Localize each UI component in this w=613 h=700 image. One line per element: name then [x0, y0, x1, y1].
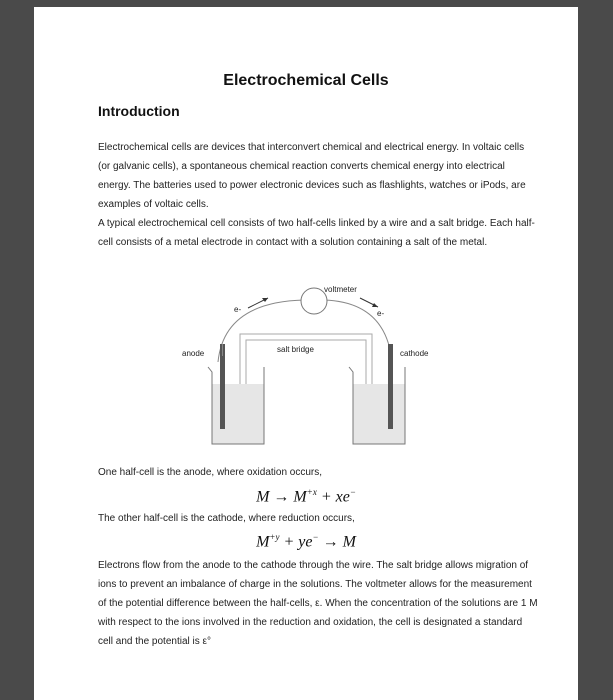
eq1-electrons: + xe: [316, 488, 350, 506]
salt-bridge-label: salt bridge: [277, 345, 314, 354]
closing-paragraph: Electrons flow from the anode to the cathode through the wire. The salt bridge allows migration of ions to prevent an imbalance of charge in the solutions. The voltmeter allows for the measurement of the potential difference between the half-cells, ε. When the concentration of the solutions are 1 M with respect to the ions involved in the reduction and oxidation, the cell is designated a standard cell and the potential is ε°: [98, 560, 538, 647]
voltmeter-label: voltmeter: [324, 285, 357, 294]
cathode-solution: [354, 384, 405, 444]
document-page: [34, 7, 578, 700]
intro-text-1: Electrochemical cells are devices that interconvert chemical and electrical energy. In voltaic cells (or galvanic cells), a spontaneous chemical reaction converts chemical energy into electrical energy. The batteries used to power electronic devices such as flashlights, watches or iPods, are examples of voltaic cells.: [98, 142, 526, 210]
oxidation-equation: [34, 487, 578, 506]
eq1-charge: +x: [306, 487, 317, 497]
section-heading-introduction: Introduction: [98, 103, 180, 119]
eq2-lhs: M: [256, 533, 270, 551]
eq2-rhs: → M: [318, 533, 356, 551]
intro-text-2: A typical electrochemical cell consists of two half-cells linked by a wire and a salt bridge. Each half-cell consists of a metal electrode in contact with a solution containing a salt of the metal.: [98, 218, 535, 248]
intro-paragraph: [98, 138, 538, 252]
electron-label-left: e-: [234, 305, 242, 314]
cathode-paragraph: The other half-cell is the cathode, where reduction occurs,: [98, 513, 355, 524]
eq1-lhs: M → M: [256, 488, 307, 506]
eq2-electron-charge: −: [312, 532, 319, 542]
cathode-label: cathode: [400, 349, 429, 358]
cathode-electrode: [388, 344, 393, 429]
eq2-electrons: + ye: [279, 533, 313, 551]
anode-paragraph: One half-cell is the anode, where oxidation occurs,: [98, 467, 323, 478]
electron-label-right: e-: [377, 309, 385, 318]
reduction-equation: [34, 532, 578, 551]
document-title: Electrochemical Cells: [223, 72, 389, 89]
eq2-charge: +y: [269, 532, 280, 542]
anode-label: anode: [182, 349, 205, 358]
eq1-electron-charge: −: [349, 487, 356, 497]
anode-electrode: [220, 344, 225, 429]
electrochemical-cell-diagram: [164, 282, 454, 452]
